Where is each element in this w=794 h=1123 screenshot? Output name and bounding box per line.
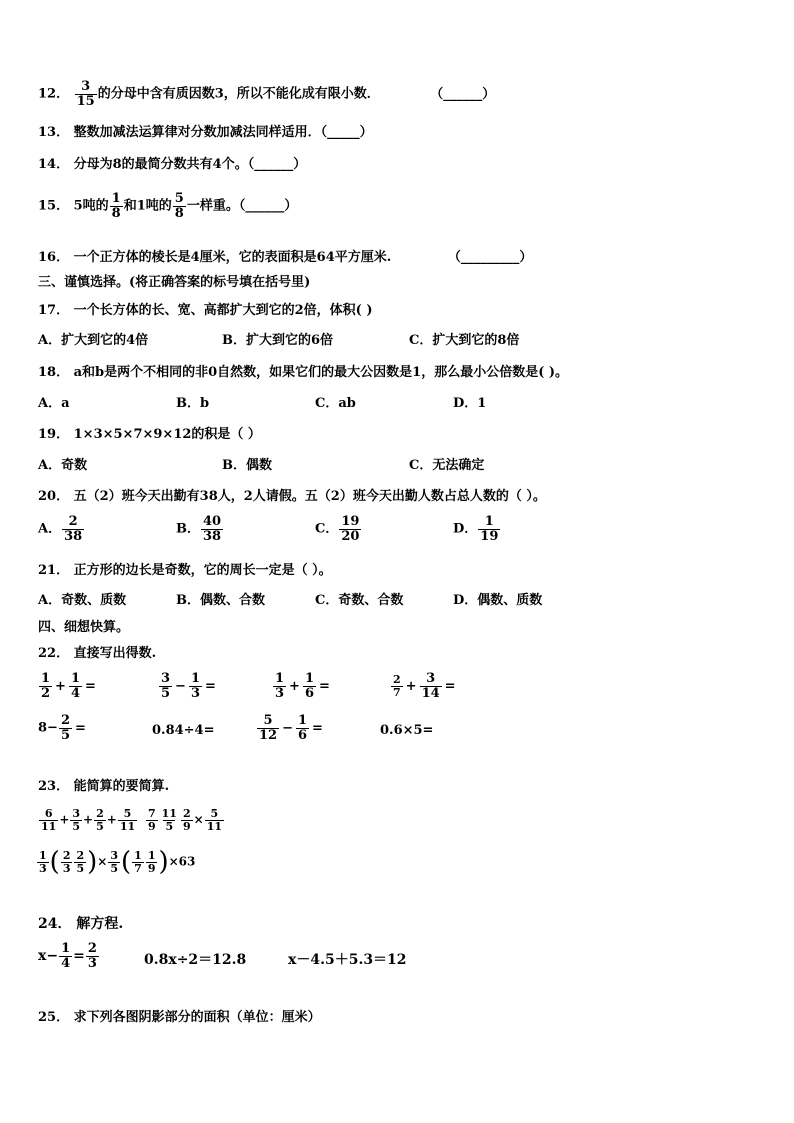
option-d[interactable]: D．1 (453, 396, 487, 411)
question-text: 和1吨的 (123, 198, 172, 214)
fraction: $\frac{19}{20}$ (341, 514, 360, 544)
question-12 (38, 80, 495, 108)
fraction: $\frac{2}{38}$ (64, 514, 83, 544)
question-text: 五（2）班今天出勤有38人，2人请假。五（2）班今天出勤人数占总人数的（ ）。 (73, 489, 546, 504)
option-c[interactable] (315, 515, 362, 543)
question-14 (38, 156, 306, 174)
option-c[interactable]: C．无法确定 (409, 458, 485, 473)
question-text: 分母为8的最简分数共有4个。（______） (73, 157, 307, 172)
question-15 (38, 192, 297, 220)
option-a[interactable]: A．a (38, 396, 70, 411)
question-text: 解方程. (76, 916, 124, 932)
option-c[interactable]: C．扩大到它的8倍 (409, 333, 520, 348)
question-text: 一个长方体的长、宽、高都扩大到它的2倍，体积( ) (73, 303, 373, 318)
option-b[interactable]: B．b (176, 396, 210, 411)
option-label: B． (176, 521, 200, 537)
question-18 (38, 364, 568, 382)
option-d[interactable] (453, 515, 501, 543)
option-a[interactable] (38, 515, 85, 543)
option-c[interactable]: C．ab (315, 396, 356, 411)
question-21 (38, 562, 332, 580)
question-19 (38, 426, 261, 444)
question-text: 求下列各图阴影部分的面积（单位：厘米） (73, 1010, 321, 1025)
section-heading-4: 四、细想快算。 (38, 620, 130, 635)
option-label: A． (38, 521, 62, 537)
expression-4: $\frac{2}{7}$ + $\frac{3}{14}$ = (393, 671, 456, 701)
question-text: 整数加减法运算律对分数加减法同样适用．（_____） (73, 125, 373, 140)
expression-2: $\frac{3}{5}$ − $\frac{1}{3}$ = (161, 671, 216, 701)
option-label: C． (315, 521, 339, 537)
equation-3: x－4.5＋5.3＝12 (288, 952, 407, 968)
question-number: 17． (38, 303, 70, 318)
question-text: 1×3×5×7×9×12的积是（ ） (73, 427, 261, 442)
option-b[interactable] (176, 515, 224, 543)
answer-blank[interactable]: （_________） (447, 250, 533, 265)
question-text: 一个正方体的棱长是4厘米，它的表面积是64平方厘米. (73, 250, 392, 265)
expression-row-1a: $\frac{6}{11}$ + $\frac{3}{5}$ + $\frac{2}{5}$ + $\frac{5}{11}$ (41, 807, 136, 833)
option-a[interactable]: A．奇数、质数 (38, 593, 127, 608)
question-text: a和b是两个不相同的非0自然数，如果它们的最大公因数是1，那么最小公倍数是( )。 (73, 365, 569, 380)
expression-5: 8− $\frac{2}{5}$ = (38, 713, 86, 743)
question-text: 的分母中含有质因数3，所以不能化成有限小数． (97, 86, 380, 102)
question-number: 24． (38, 916, 72, 932)
question-16 (38, 249, 532, 267)
question-24 (38, 915, 123, 933)
question-23 (38, 778, 169, 796)
question-17 (38, 302, 373, 320)
question-22 (38, 645, 156, 663)
equation-1: x− $\frac{1}{4}$ = $\frac{2}{3}$ (38, 941, 97, 971)
expression-7: $\frac{5}{12}$ − $\frac{1}{6}$ = (259, 713, 323, 743)
question-number: 20． (38, 489, 70, 504)
answer-blank[interactable]: （______） (430, 86, 496, 102)
option-a[interactable]: A．扩大到它的4倍 (38, 333, 149, 348)
expression-6: 0.84÷4= (152, 723, 215, 738)
expression-8: 0.6×5= (380, 723, 434, 738)
question-text: 一样重。（______） (186, 198, 298, 214)
fraction: $\frac{5}{8}$ (174, 191, 184, 221)
expression-row-2: $\frac{1}{3}$ ( $\frac{2}{3}$ $\frac{2}{5}$ )× $\frac{3}{5}$ ( $\frac{1}{7}$ $\frac{1}{9}$ )×63 (39, 847, 196, 877)
expression-3: $\frac{1}{3}$ + $\frac{1}{6}$ = (275, 671, 330, 701)
question-number: 16． (38, 250, 70, 265)
question-number: 15． (38, 198, 70, 214)
equation-2: 0.8x÷2＝12.8 (144, 952, 247, 968)
question-number: 18． (38, 365, 70, 380)
section-heading-3: 三、谨慎选择。(将正确答案的标号填在括号里) (38, 275, 311, 290)
option-label: D． (453, 521, 478, 537)
question-number: 12． (38, 86, 70, 102)
question-text: 能简算的要简算. (73, 779, 170, 794)
question-number: 13． (38, 125, 70, 140)
question-number: 21． (38, 563, 70, 578)
question-13 (38, 124, 373, 142)
option-b[interactable]: B．偶数、合数 (176, 593, 265, 608)
question-20 (38, 488, 546, 506)
fraction: $\frac{40}{38}$ (203, 514, 222, 544)
question-number: 23． (38, 779, 70, 794)
fraction: $\frac{1}{19}$ (480, 514, 499, 544)
question-number: 22． (38, 646, 70, 661)
fraction: $\frac{3}{15}$ (76, 79, 95, 109)
question-text: 正方形的边长是奇数，它的周长一定是（ ）。 (73, 563, 332, 578)
fraction: $\frac{1}{8}$ (111, 191, 121, 221)
option-c[interactable]: C．奇数、合数 (315, 593, 404, 608)
question-text: 5吨的 (73, 198, 109, 214)
question-number: 19． (38, 427, 70, 442)
option-d[interactable]: D．偶数、质数 (453, 593, 543, 608)
option-b[interactable]: B．扩大到它的6倍 (222, 333, 334, 348)
question-number: 14． (38, 157, 70, 172)
option-a[interactable]: A．奇数 (38, 458, 88, 473)
question-25 (38, 1009, 321, 1027)
question-number: 25． (38, 1010, 70, 1025)
expression-row-1b: $\frac{7}{9}$ $\frac{11}{5}$ $\frac{2}{9}$ × $\frac{5}{11}$ (148, 807, 222, 833)
option-b[interactable]: B．偶数 (222, 458, 272, 473)
question-text: 直接写出得数. (73, 646, 157, 661)
expression-1: $\frac{1}{2}$ + $\frac{1}{4}$ = (41, 671, 96, 701)
